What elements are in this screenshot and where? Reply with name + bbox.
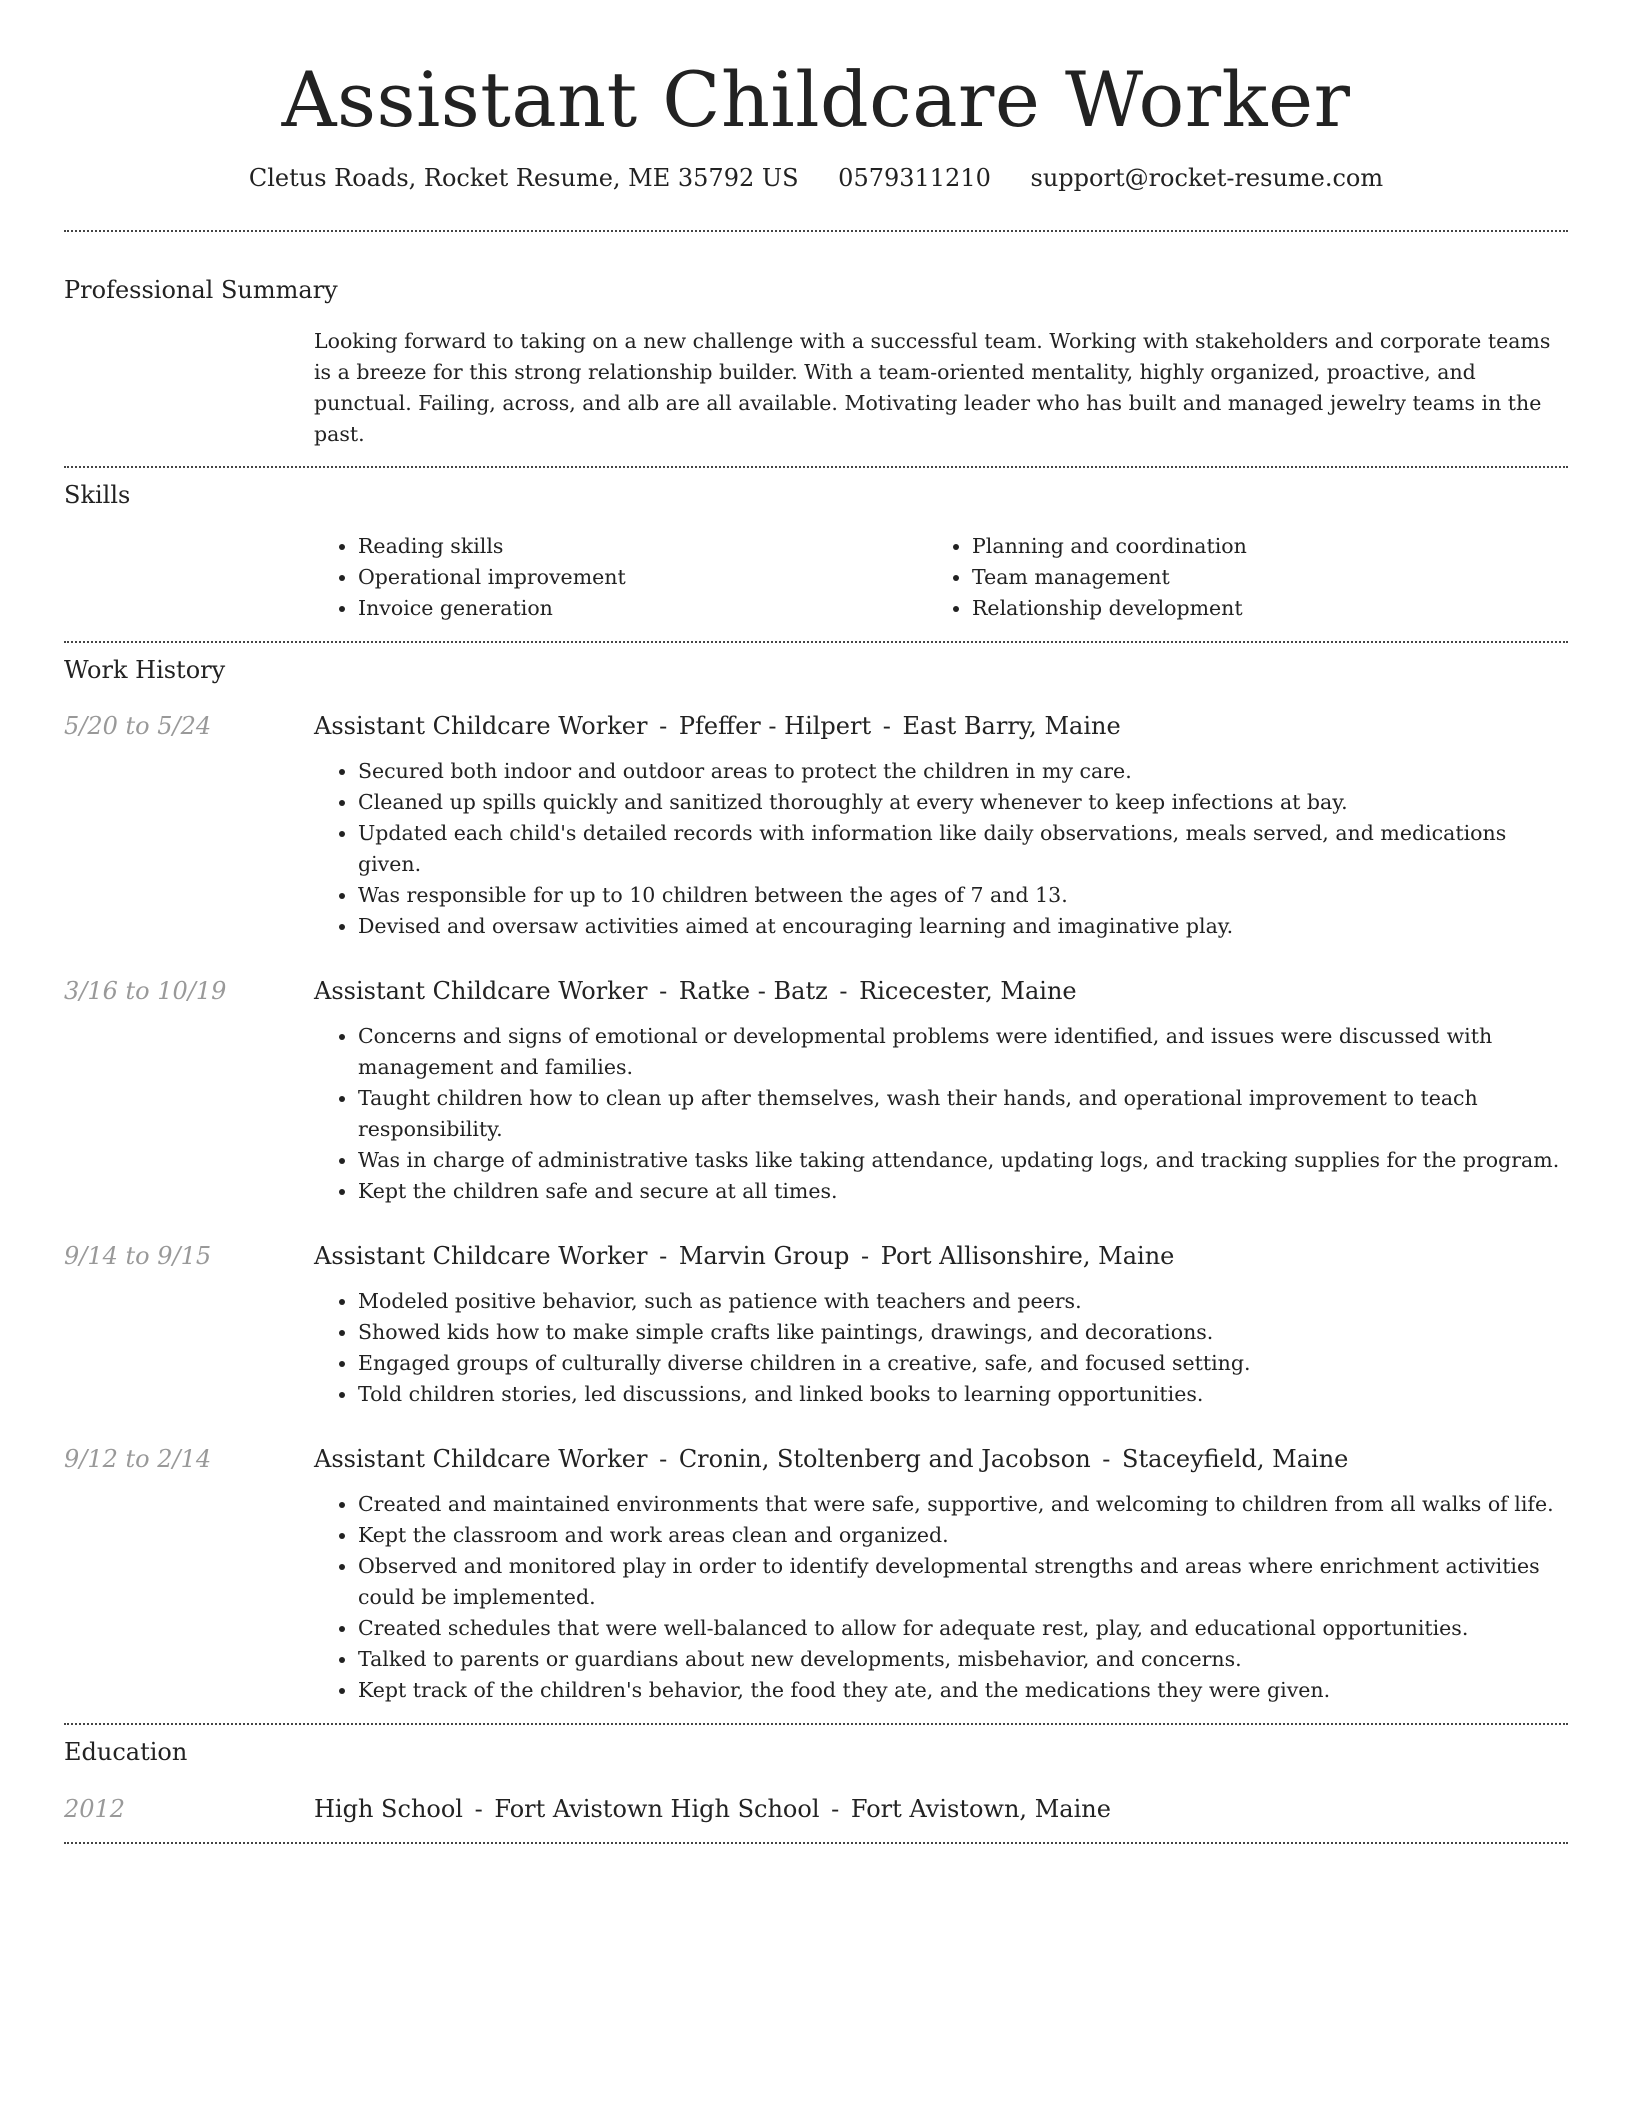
job-bullets xyxy=(314,1286,1568,1410)
job-role: Assistant Childcare Worker xyxy=(314,1242,648,1270)
heading-separator: - xyxy=(839,977,848,1005)
job-bullet: • Concerns and signs of emotional or developmental problems were identified, and issues were discussed with management and families. xyxy=(358,1021,1568,1083)
job-role: Assistant Childcare Worker xyxy=(314,1445,648,1473)
education-body xyxy=(314,1793,1568,1825)
contact-line xyxy=(64,162,1568,194)
skill-item: • Relationship development xyxy=(972,593,1542,624)
skills-section xyxy=(64,479,1568,624)
job-heading xyxy=(314,1240,1568,1272)
section-title-education: Education xyxy=(64,1738,188,1766)
job-bullet: • Updated each child's detailed records with information like daily observations, meals served, and medications given. xyxy=(358,818,1568,880)
job-bullets xyxy=(314,1489,1568,1706)
skill-item: • Reading skills xyxy=(358,531,928,562)
divider xyxy=(64,230,1568,232)
job-location: East Barry, Maine xyxy=(902,712,1121,740)
job-location: Port Allisonshire, Maine xyxy=(880,1242,1175,1270)
job-bullet: • Cleaned up spills quickly and sanitized thoroughly at every whenever to keep infections at bay. xyxy=(358,787,1568,818)
heading-separator: - xyxy=(659,977,668,1005)
section-title-summary: Professional Summary xyxy=(64,276,338,304)
job-bullet: • Kept the children safe and secure at all times. xyxy=(358,1176,1568,1207)
job-bullet: • Was in charge of administrative tasks like taking attendance, updating logs, and tracking supplies for the program. xyxy=(358,1145,1568,1176)
skill-item: • Operational improvement xyxy=(358,562,928,593)
job-bullet: • Kept the classroom and work areas clean and organized. xyxy=(358,1520,1568,1551)
contact-address: Cletus Roads, Rocket Resume, ME 35792 US xyxy=(248,164,799,192)
skill-item: • Team management xyxy=(972,562,1542,593)
job-heading xyxy=(314,710,1568,742)
divider xyxy=(64,466,1568,468)
heading-separator: - xyxy=(882,712,891,740)
education-heading xyxy=(314,1793,1568,1825)
job-entry xyxy=(64,975,1568,1207)
job-body xyxy=(314,975,1568,1207)
job-bullet: • Created and maintained environments that were safe, supportive, and welcoming to children from all walks of life. xyxy=(358,1489,1568,1520)
job-bullets xyxy=(314,1021,1568,1207)
job-bullet: • Was responsible for up to 10 children between the ages of 7 and 13. xyxy=(358,880,1568,911)
section-title-skills: Skills xyxy=(64,481,131,509)
heading-separator: - xyxy=(1102,1445,1111,1473)
skills-grid xyxy=(314,531,1568,624)
education-date: 2012 xyxy=(64,1795,126,1823)
job-bullet: • Taught children how to clean up after themselves, wash their hands, and operational improvement to teach responsibility. xyxy=(358,1083,1568,1145)
job-bullet: • Engaged groups of culturally diverse children in a creative, safe, and focused setting. xyxy=(358,1348,1568,1379)
skill-item: • Planning and coordination xyxy=(972,531,1542,562)
job-entry xyxy=(64,710,1568,942)
education-school: Fort Avistown High School xyxy=(494,1795,820,1823)
skills-column-right xyxy=(928,531,1542,624)
section-title-work: Work History xyxy=(64,656,226,684)
job-bullet: • Devised and oversaw activities aimed at encouraging learning and imaginative play. xyxy=(358,911,1568,942)
job-entry xyxy=(64,1240,1568,1410)
heading-separator: - xyxy=(474,1795,483,1823)
job-bullet: • Observed and monitored play in order to identify developmental strengths and areas where enrichment activities could be implemented. xyxy=(358,1551,1568,1613)
job-role: Assistant Childcare Worker xyxy=(314,977,648,1005)
contact-phone: 0579311210 xyxy=(838,164,991,192)
contact-email: support@rocket-resume.com xyxy=(1030,164,1384,192)
job-heading xyxy=(314,1443,1568,1475)
skill-item: • Invoice generation xyxy=(358,593,928,624)
job-body xyxy=(314,1443,1568,1706)
resume-name: Assistant Childcare Worker xyxy=(281,55,1351,144)
job-company: Marvin Group xyxy=(678,1242,850,1270)
education-degree: High School xyxy=(314,1795,463,1823)
job-entry xyxy=(64,1443,1568,1706)
heading-separator: - xyxy=(659,1242,668,1270)
heading-separator: - xyxy=(831,1795,840,1823)
job-date: 9/12 to 2/14 xyxy=(64,1445,212,1473)
education-location: Fort Avistown, Maine xyxy=(850,1795,1111,1823)
skills-column-left xyxy=(314,531,928,624)
job-location: Staceyfield, Maine xyxy=(1122,1445,1349,1473)
work-section xyxy=(64,654,1568,1706)
job-company: Pfeffer - Hilpert xyxy=(678,712,872,740)
divider xyxy=(64,1842,1568,1844)
heading-separator: - xyxy=(659,1445,668,1473)
job-date: 3/16 to 10/19 xyxy=(64,977,227,1005)
job-bullet: • Created schedules that were well-balanced to allow for adequate rest, play, and educational opportunities. xyxy=(358,1613,1568,1644)
job-company: Cronin, Stoltenberg and Jacobson xyxy=(678,1445,1091,1473)
job-bullet: • Showed kids how to make simple crafts like paintings, drawings, and decorations. xyxy=(358,1317,1568,1348)
heading-separator: - xyxy=(861,1242,870,1270)
divider xyxy=(64,641,1568,643)
summary-section xyxy=(64,274,1568,450)
summary-text: Looking forward to taking on a new challenge with a successful team. Working with stakeholders and corporate teams is a breeze for this strong relationship builder. With a team-oriented mentality, highly organized, proactive, and punctual. Failing, across, and alb are all available. Motivating leader who has built and managed jewelry teams in the past. xyxy=(314,329,1551,446)
divider xyxy=(64,1723,1568,1725)
job-location: Ricecester, Maine xyxy=(859,977,1077,1005)
heading-separator: - xyxy=(659,712,668,740)
education-entry xyxy=(64,1793,1568,1825)
job-body xyxy=(314,710,1568,942)
job-company: Ratke - Batz xyxy=(678,977,828,1005)
education-section xyxy=(64,1736,1568,1825)
job-bullets xyxy=(314,756,1568,942)
job-date: 5/20 to 5/24 xyxy=(64,712,212,740)
resume-page xyxy=(64,0,1568,1844)
job-heading xyxy=(314,975,1568,1007)
job-role: Assistant Childcare Worker xyxy=(314,712,648,740)
job-bullet: • Told children stories, led discussions, and linked books to learning opportunities. xyxy=(358,1379,1568,1410)
job-date: 9/14 to 9/15 xyxy=(64,1242,212,1270)
job-bullet: • Talked to parents or guardians about new developments, misbehavior, and concerns. xyxy=(358,1644,1568,1675)
job-body xyxy=(314,1240,1568,1410)
job-bullet: • Modeled positive behavior, such as patience with teachers and peers. xyxy=(358,1286,1568,1317)
job-bullet: • Kept track of the children's behavior, the food they ate, and the medications they were given. xyxy=(358,1675,1568,1706)
job-bullet: • Secured both indoor and outdoor areas to protect the children in my care. xyxy=(358,756,1568,787)
